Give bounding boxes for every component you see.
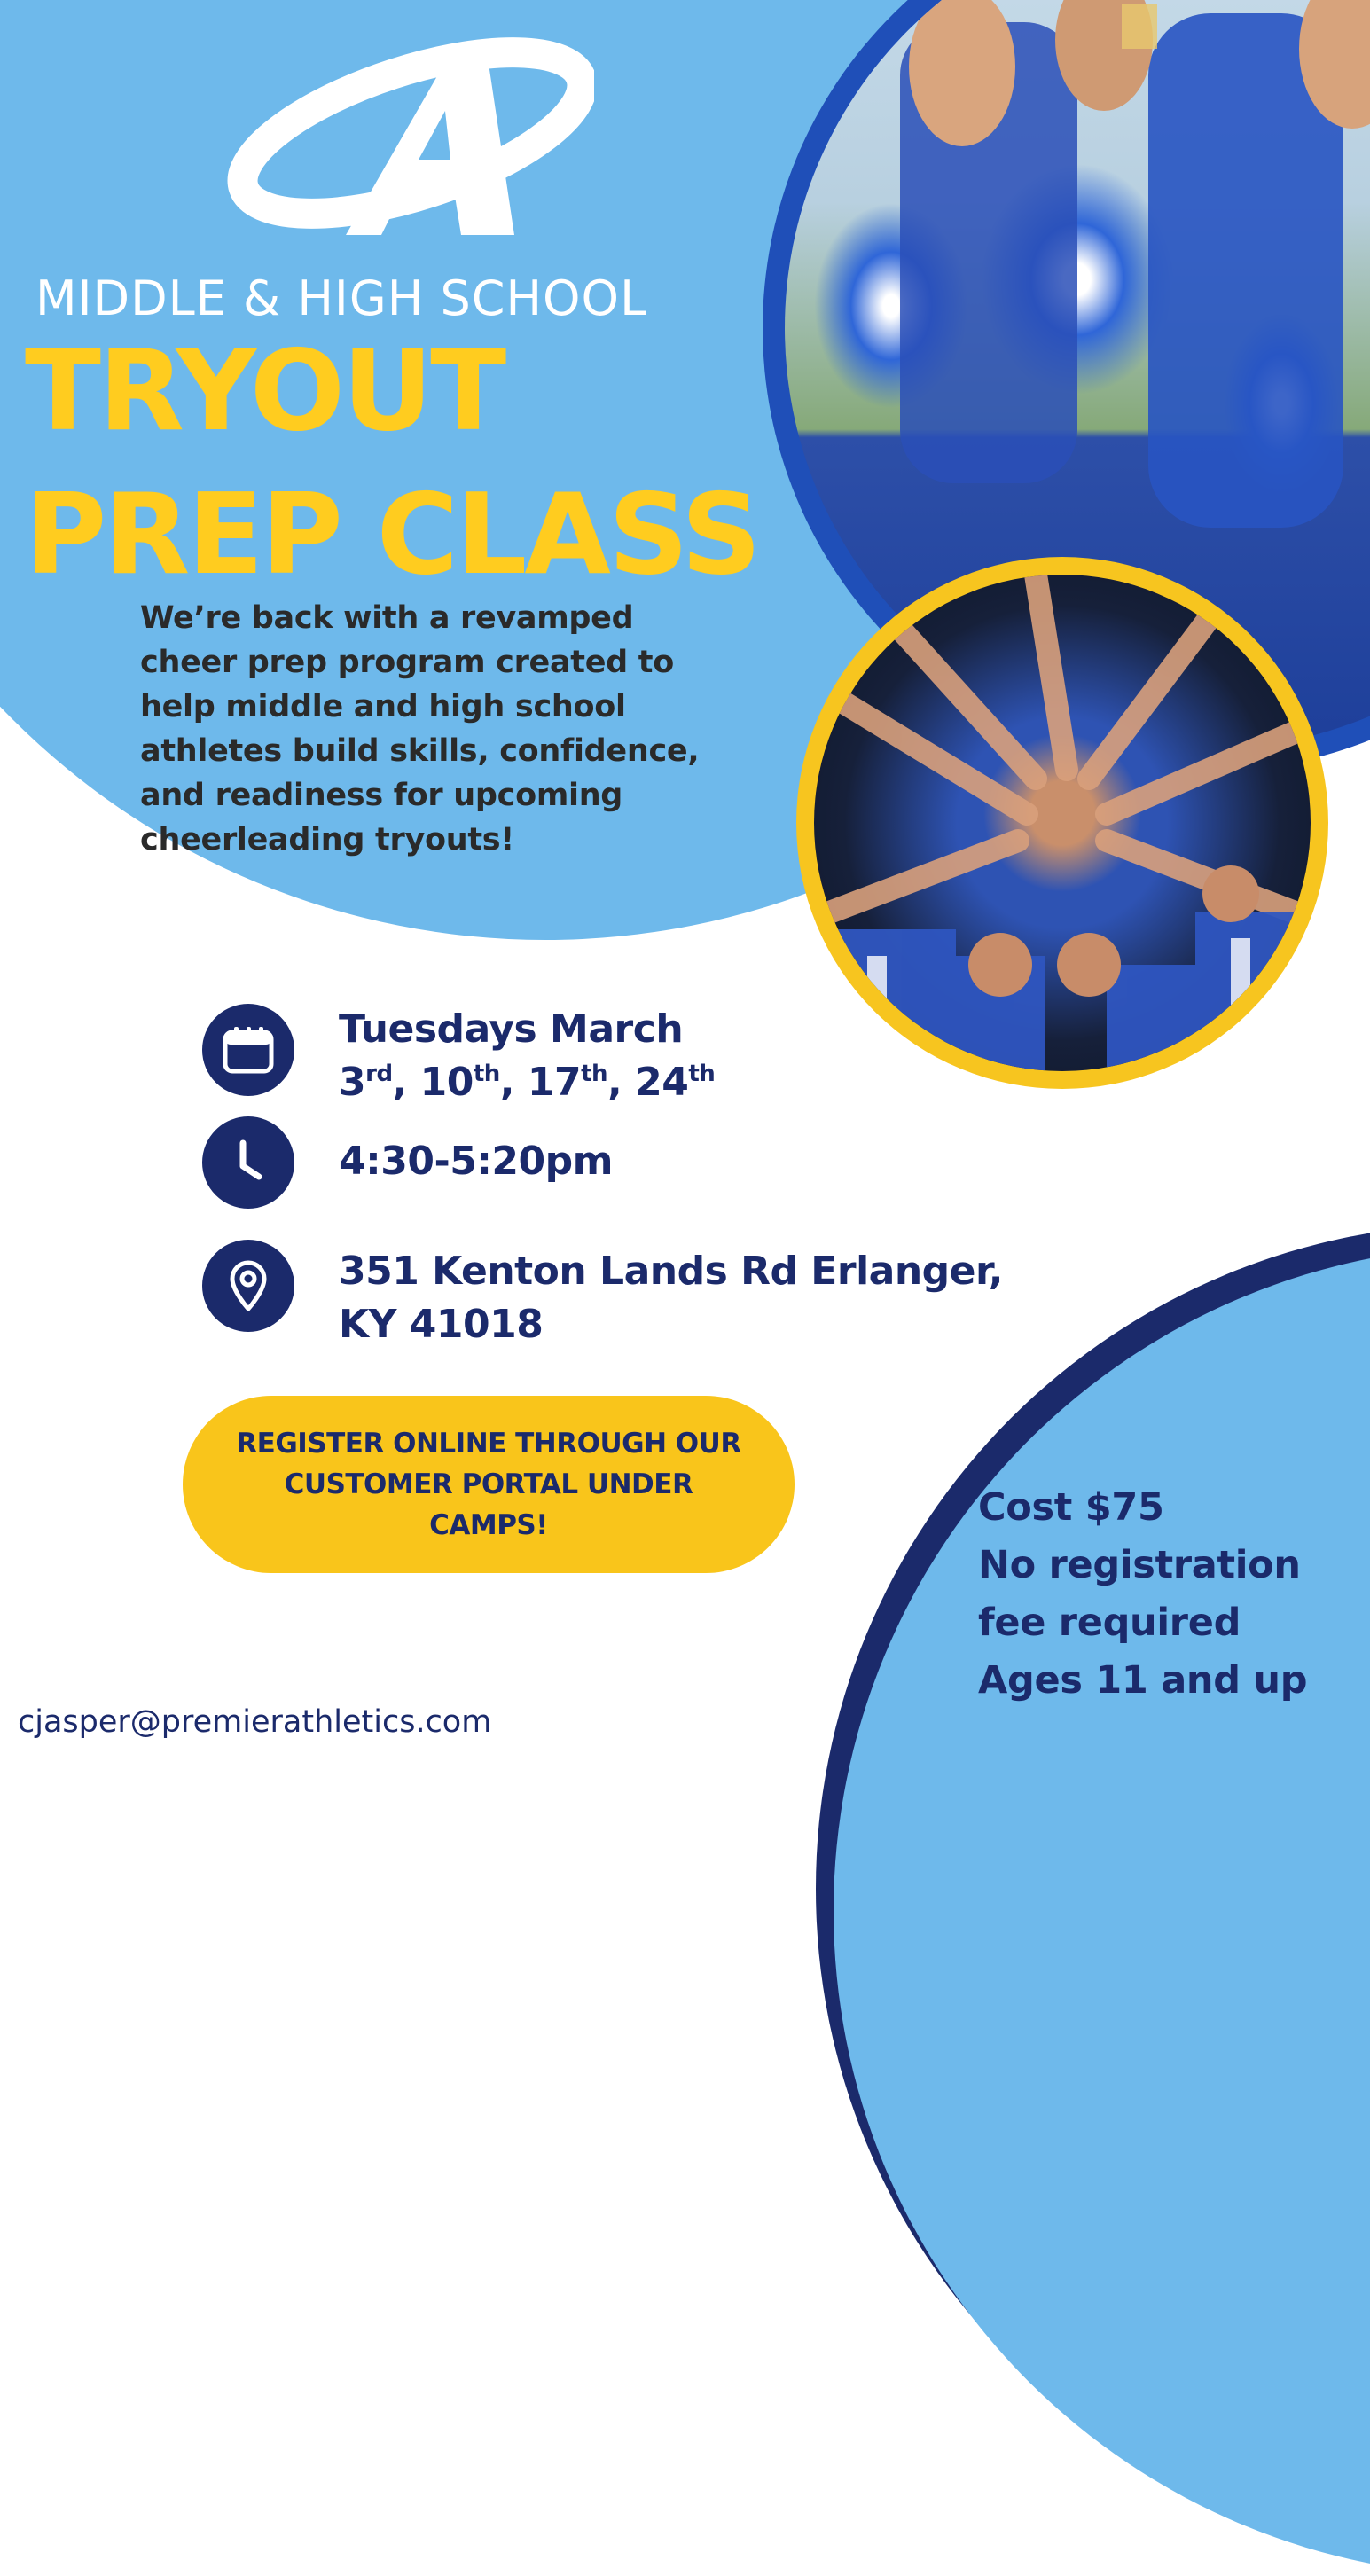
premier-athletics-logo [222,35,594,239]
subtitle: MIDDLE & HIGH SCHOOL [35,270,648,326]
intro-line: athletes build skills, confidence, [140,733,700,769]
date-line-1: Tuesdays March [339,1006,684,1052]
calendar-icon [202,1004,294,1096]
register-line: REGISTER ONLINE THROUGH OUR [236,1428,741,1460]
intro-line: help middle and high school [140,689,626,724]
team-huddle-illustration [814,575,1311,1071]
location-pin-icon [202,1240,294,1332]
cost-line: No registration [978,1543,1301,1587]
class-dates [339,1003,715,1109]
bottom-blue-circle [834,1246,1370,2576]
register-line: CAMPS! [429,1509,548,1541]
intro-line: cheerleading tryouts! [140,822,514,857]
team-huddle-photo [814,575,1311,1071]
intro-line: cheer prep program created to [140,645,674,680]
cost-info [978,1479,1307,1710]
clock-icon [202,1116,294,1209]
intro-line: We’re back with a revamped [140,600,634,636]
register-line: CUSTOMER PORTAL UNDER [284,1468,693,1500]
address-line-1: 351 Kenton Lands Rd Erlanger, [339,1249,1003,1294]
title-line-1: TRYOUT [25,325,505,456]
cost-line: fee required [978,1601,1241,1645]
register-callout [183,1396,795,1573]
title-line-2: PREP CLASS [25,469,759,599]
intro-line: and readiness for upcoming [140,778,623,813]
contact-email: cjasper@premierathletics.com [18,1704,492,1740]
address-line-2: KY 41018 [339,1302,544,1347]
class-time: 4:30-5:20pm [339,1139,613,1184]
date-line-2: 3rd, 10th, 17th, 24th [339,1060,716,1105]
intro-paragraph [140,596,761,862]
class-address [339,1245,1003,1351]
cost-line: Ages 11 and up [978,1658,1308,1703]
register-text [236,1423,740,1546]
cost-line: Cost $75 [978,1485,1164,1530]
